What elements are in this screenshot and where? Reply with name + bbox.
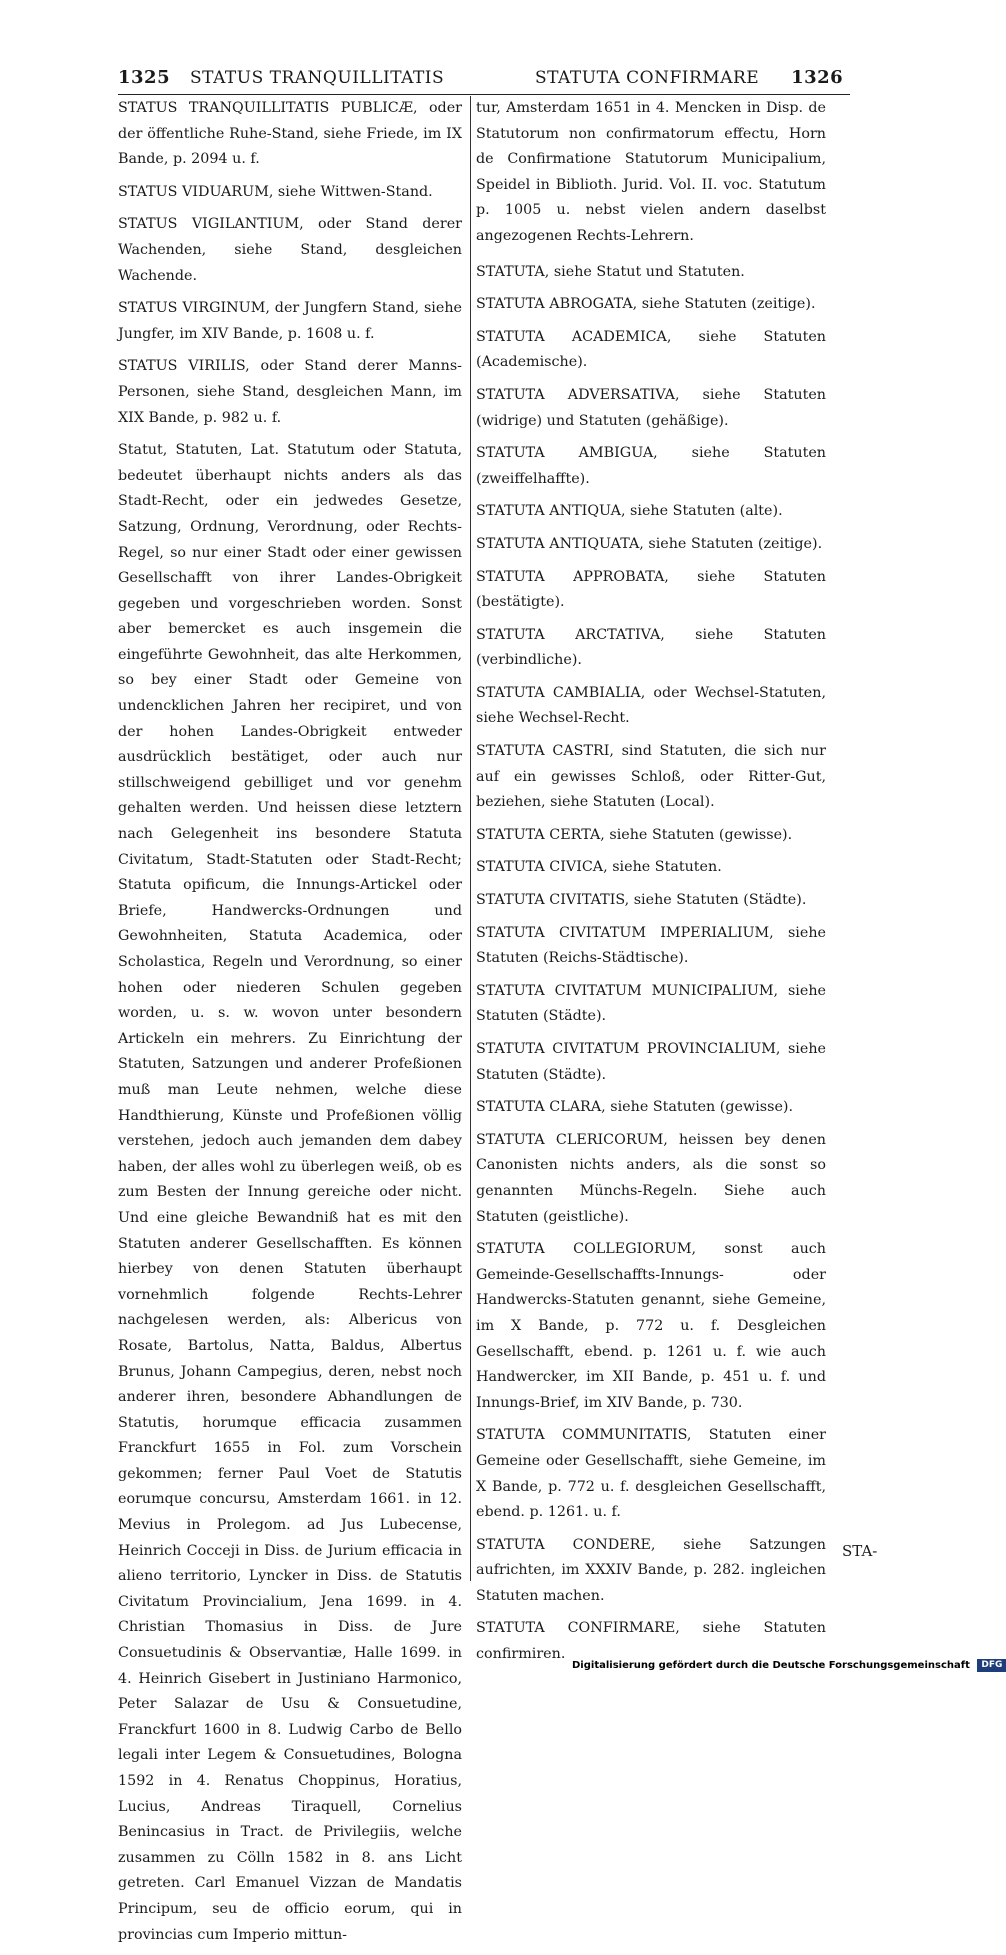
entry-statuta-certa: STATUTA CERTA, siehe Statuten (gewisse). (476, 826, 793, 843)
header-rule (118, 94, 850, 95)
left-running-title: STATUS TRANQUILLITATIS (190, 68, 445, 88)
left-column (118, 96, 462, 1955)
digitization-credit (572, 1658, 1006, 1674)
entry-statuta-clericorum: STATUTA CLERICORUM, heissen bey denen Canonisten nichts anders, als die sonst so genannten Münchs-Regeln. Siehe auch Statuten (geistliche). (476, 1131, 826, 1225)
entry-statuta-condere: STATUTA CONDERE, siehe Satzungen aufrichten, im XXXIV Bande, p. 282. ingleichen Statuten machen. (476, 1536, 826, 1604)
entry-statuta-collegiorum: STATUTA COLLEGIORUM, sonst auch Gemeinde-Gesellschaffts-Innungs- oder Handwercks-Statuten genannt, siehe Gemeine, im X Bande, p. 772 u. f. Desgleichen Gesellschafft, ebend. p. 1261 u. f. wie auch Handwercker, im XII Bande, p. 451 u. f. und Innungs-Brief, im XIV Bande, p. 730. (476, 1241, 826, 1411)
entry-statuta-civica: STATUTA CIVICA, siehe Statuten. (476, 859, 722, 876)
entry-statut-statuten: Statut, Statuten, Lat. Statutum oder Statuta, bedeutet überhaupt nichts anders als das Stadt-Recht, oder ein jedwedes Gesetze, Satzung, Ordnung, Verordnung, oder Rechts-Regel, so nur einer Stadt oder einer gewissen Gesellschafft von ihrer Landes-Obrigkeit gegeben und vorgeschrieben worden. Sonst aber bemercket es auch insgemein die eingeführte Gewohnheit, das alte Herkommen, so bey einer Stadt oder Gemeine von undencklichen Jahren her recipiret, und von der hohen Landes-Obrigkeit entweder ausdrücklich bestätiget, oder auch nur stillschweigend gebilliget und vor genehm gehalten werden. Und heissen diese letztern nach Gelegenheit ins besondere Statuta Civitatum, Stadt-Statuten oder Stadt-Recht; Statuta opificum, die Innungs-Artickel oder Briefe, Handwercks-Ordnungen und Gewohnheiten, Statuta Academica, oder Scholastica, Regeln und Verordnung, so einer hohen oder niederen Schulen gegeben worden, u. s. w. wovon unter besondern Artickeln ein mehrers. Zu Einrichtung der Statuten, Satzungen und anderer Profeßionen muß man Leute nehmen, welche diese Handthierung, Künste und Profeßionen völlig verstehen, jedoch auch jemanden dem dabey haben, der alles wohl zu überlegen weiß, ob es zum Besten der Innung gereiche oder nicht. Und eine gleiche Bewandniß hat es mit den Statuten anderer Gesellschafften. Es können hierbey von denen Statuten überhaupt vornehmlich folgende Rechts-Lehrer nachgelesen werden, als: Albericus von Rosate, Bartolus, Natta, Baldus, Albertus Brunus, Johann Campegius, deren, nebst noch anderer ihren, besondere Abhandlungen de Statutis, horumque efficacia zusammen Franckfurt 1655 in Fol. zum Vorschein gekommen; ferner Paul Voet de Statutis eorumque concursu, Amsterdam 1661. in 12. Mevius in Prolegom. ad Jus Lubecense, Heinrich Cocceji in Diss. de Jurium efficacia in alieno territorio, Lyncker in Diss. de Statutis Civitatum Provincialium, Jena 1699. in 4. Christian Thomasius in Diss. de Jure Consuetudinis & Observantiæ, Halle 1699. in 4. Heinrich Gisebert in Justiniano Harmonico, Peter Salazar de Usu & Consuetudine, Franckfurt 1600 in 8. Ludwig Carbo de Bello legali inter Legem & Consuetudines, Bologna 1592 in 4. Renatus Choppinus, Horatius, Lucius, Andreas Tiraquell, Cornelius Benincasius in Tract. de Privilegiis, welche zusammen zu Cölln 1582 in 8. ans Licht getreten. Carl Emanuel Vizzan de Mandatis Principum, seu de officio eorum, qui in provincias cum Imperio mittun- (118, 442, 462, 1943)
left-page-number: 1325 (118, 67, 171, 88)
entry-statuta-ambigua: STATUTA AMBIGUA, siehe Statuten (zweiffelhaffte). (476, 445, 826, 487)
dfg-logo: DFG (977, 1659, 1006, 1672)
entry-statuta-communitatis: STATUTA COMMUNITATIS, Statuten einer Gemeine oder Gesellschafft, siehe Gemeine, im X Bande, p. 772 u. f. desgleichen Gesellschafft, ebend. p. 1261. u. f. (476, 1427, 826, 1521)
entry-statuta: STATUTA, siehe Statut und Statuten. (476, 263, 745, 280)
entry-statuta-arctativa: STATUTA ARCTATIVA, siehe Statuten (verbindliche). (476, 626, 826, 669)
entry-statuta-antiquata: STATUTA ANTIQUATA, siehe Statuten (zeitige). (476, 535, 823, 552)
right-column (476, 96, 826, 1675)
entry-statuta-antiqua: STATUTA ANTIQUA, siehe Statuten (alte). (476, 503, 783, 520)
entry-statuta-approbata: STATUTA APPROBATA, siehe Statuten (bestätigte). (476, 568, 826, 611)
entry-status-viduarum: STATUS VIDUARUM, siehe Wittwen-Stand. (118, 183, 433, 200)
entry-status-virilis: STATUS VIRILIS, oder Stand derer Manns-Personen, siehe Stand, desgleichen Mann, im XIX Bande, p. 982 u. f. (118, 358, 462, 426)
left-running-head (118, 62, 444, 94)
entry-continuation: tur, Amsterdam 1651 in 4. Mencken in Disp. de Statutorum non confirmatorum effectu, Horn de Confirmatione Statutorum Municipalium, Speidel in Biblioth. Jurid. Vol. II. voc. Statutum p. 1005 u. nebst vielen andern daselbst angezogenen Rechts-Lehrern. (476, 100, 826, 244)
right-running-title: STATUTA CONFIRMARE (535, 68, 760, 88)
entry-statuta-civitatum-provincialium: STATUTA CIVITATUM PROVINCIALIUM, siehe Statuten (Städte). (476, 1041, 826, 1083)
footer-credit-text: Digitalisierung gefördert durch die Deutsche Forschungsgemeinschaft (572, 1660, 970, 1671)
column-divider (470, 96, 471, 1581)
catchword: STA- (842, 1542, 878, 1560)
entry-status-virginum: STATUS VIRGINUM, der Jungfern Stand, siehe Jungfer, im XIV Bande, p. 1608 u. f. (118, 300, 462, 342)
entry-statuta-castri: STATUTA CASTRI, sind Statuten, die sich nur auf ein gewisses Schloß, oder Ritter-Gut, beziehen, siehe Statuten (Local). (476, 743, 826, 811)
entry-statuta-cambialia: STATUTA CAMBIALIA, oder Wechsel-Statuten, siehe Wechsel-Recht. (476, 684, 826, 727)
entry-statuta-adversativa: STATUTA ADVERSATIVA, siehe Statuten (widrige) und Statuten (gehäßige). (476, 386, 826, 429)
right-page-number: 1326 (791, 67, 844, 88)
entry-status-tranquillitatis: STATUS TRANQUILLITATIS PUBLICÆ, oder der öffentliche Ruhe-Stand, siehe Friede, im IX Bande, p. 2094 u. f. (118, 100, 462, 168)
entry-statuta-academica: STATUTA ACADEMICA, siehe Statuten (Academische). (476, 328, 826, 371)
right-running-head (535, 62, 843, 94)
entry-statuta-clara: STATUTA CLARA, siehe Statuten (gewisse). (476, 1099, 794, 1116)
entry-statuta-abrogata: STATUTA ABROGATA, siehe Statuten (zeitige). (476, 296, 816, 313)
entry-statuta-civitatum-imperialium: STATUTA CIVITATUM IMPERIALIUM, siehe Statuten (Reichs-Städtische). (476, 924, 826, 967)
entry-statuta-civitatum-municipalium: STATUTA CIVITATUM MUNICIPALIUM, siehe Statuten (Städte). (476, 982, 826, 1025)
entry-statuta-civitatis: STATUTA CIVITATIS, siehe Statuten (Städte). (476, 892, 807, 909)
entry-status-vigilantium: STATUS VIGILANTIUM, oder Stand derer Wachenden, siehe Stand, desgleichen Wachende. (118, 216, 462, 284)
entry-statuta-confirmare: STATUTA CONFIRMARE, siehe Statuten confirmiren. (476, 1620, 826, 1663)
